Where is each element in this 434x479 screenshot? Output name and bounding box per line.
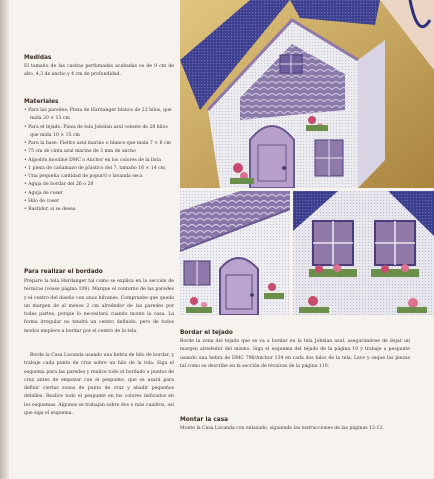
heading-montar: Montar la casa xyxy=(180,417,229,423)
heading-medidas: Medidas xyxy=(24,55,52,61)
medidas-text: El tamaño de las casitas perfumadas acabadas es de 9 cm de alto, 4,3 de ancho y 4 cm de profundidad. xyxy=(24,64,174,78)
heading-tejado: Bordar el tejado xyxy=(180,330,233,336)
montar-text: Monte la Casa Lavanda con enlazado, siguiendo las instrucciones de las páginas 12-13. xyxy=(180,426,384,431)
materials-item: • Aguja de bordar del 26 o 28 xyxy=(24,181,174,189)
materials-item: • Algodón mouliné DMC o Anchor en los colores de la lista xyxy=(24,157,174,165)
materials-item: • Para las paredes: Pieza de Hardanger blanco de 22 hilos, que mida 20 × 13 cm xyxy=(24,107,174,124)
materials-item: • 75 cm de cinta azul marino de 3 mm de ancho xyxy=(24,148,174,156)
materials-item: • Una pequeña cantidad de popurrí o lavanda seca xyxy=(24,173,174,181)
heading-materiales: Materiales xyxy=(24,99,59,105)
materials-item: • Hilo de coser xyxy=(24,198,174,206)
photo-window-detail xyxy=(293,191,434,315)
photo-lavender-house xyxy=(180,0,434,188)
materials-item: • Bastidor, si se desea xyxy=(24,206,174,214)
page-gutter-shadow xyxy=(0,0,9,479)
tejado-text: Borde la zona del tejado que se va a bordar en la tela Jobelan azul, asegurándose de dejar un margen alrededor del mismo. Siga el esquema del tejado de la página 10 y trabaje a pespunte usando una hebra de DMC 796/Anchor 134 en cada dos hilos de la tela. Lave y seque las piezas tal como se describe en la sección de técnicas de la página 110. xyxy=(180,339,410,369)
materials-item: • Para el tejado: Pieza de tela Jobelan azul celeste de 28 hilos que mida 10 × 15 cm xyxy=(24,124,174,141)
materials-item: • Para la base: Fieltro azul marino o blanco que mida 7 × 6 cm xyxy=(24,140,174,148)
bordado-paragraph-2: Borde la Casa Lavanda usando una hebra de hilo de bordar, y trabaje cada punto de cruz sobre un hilo de la tela. Siga el esquema para las paredes y realice todo el bordado a puntos de cruz antes de empezar con el pespunte, que se usará para definir ciertas zonas de punto de cruz y añadir pequeños detalles. Realice todo el pespunte en los colores indicados en los esquemas. Algunos se trabajan sobre dos o más cuadros, así que siga el esquema. xyxy=(24,353,174,416)
materials-list xyxy=(24,107,174,214)
heading-bordado: Para realizar el bordado xyxy=(24,269,103,275)
photo-door-detail xyxy=(180,191,290,315)
bordado-paragraph-1: Prepare la tela Hardanger tal como se explica en la sección de técnicas (véase página 109). Marque el contorno de las paredes y el centro del diseño con unos hilvanes. Compruebe que queda un margen de al menos 2 cm alrededor de las paredes por todas partes, porque lo necesitará cuando monte la casa. La forma irregular no tendrá un centro definido, pero de todos modos empiece a bordar por el centro de la tela. xyxy=(24,279,174,334)
materials-item: • Aguja de coser xyxy=(24,190,174,198)
materials-item: • 1 pieza de cañamazo de plástico del 7, tamaño 16 × 14 cm xyxy=(24,165,174,173)
